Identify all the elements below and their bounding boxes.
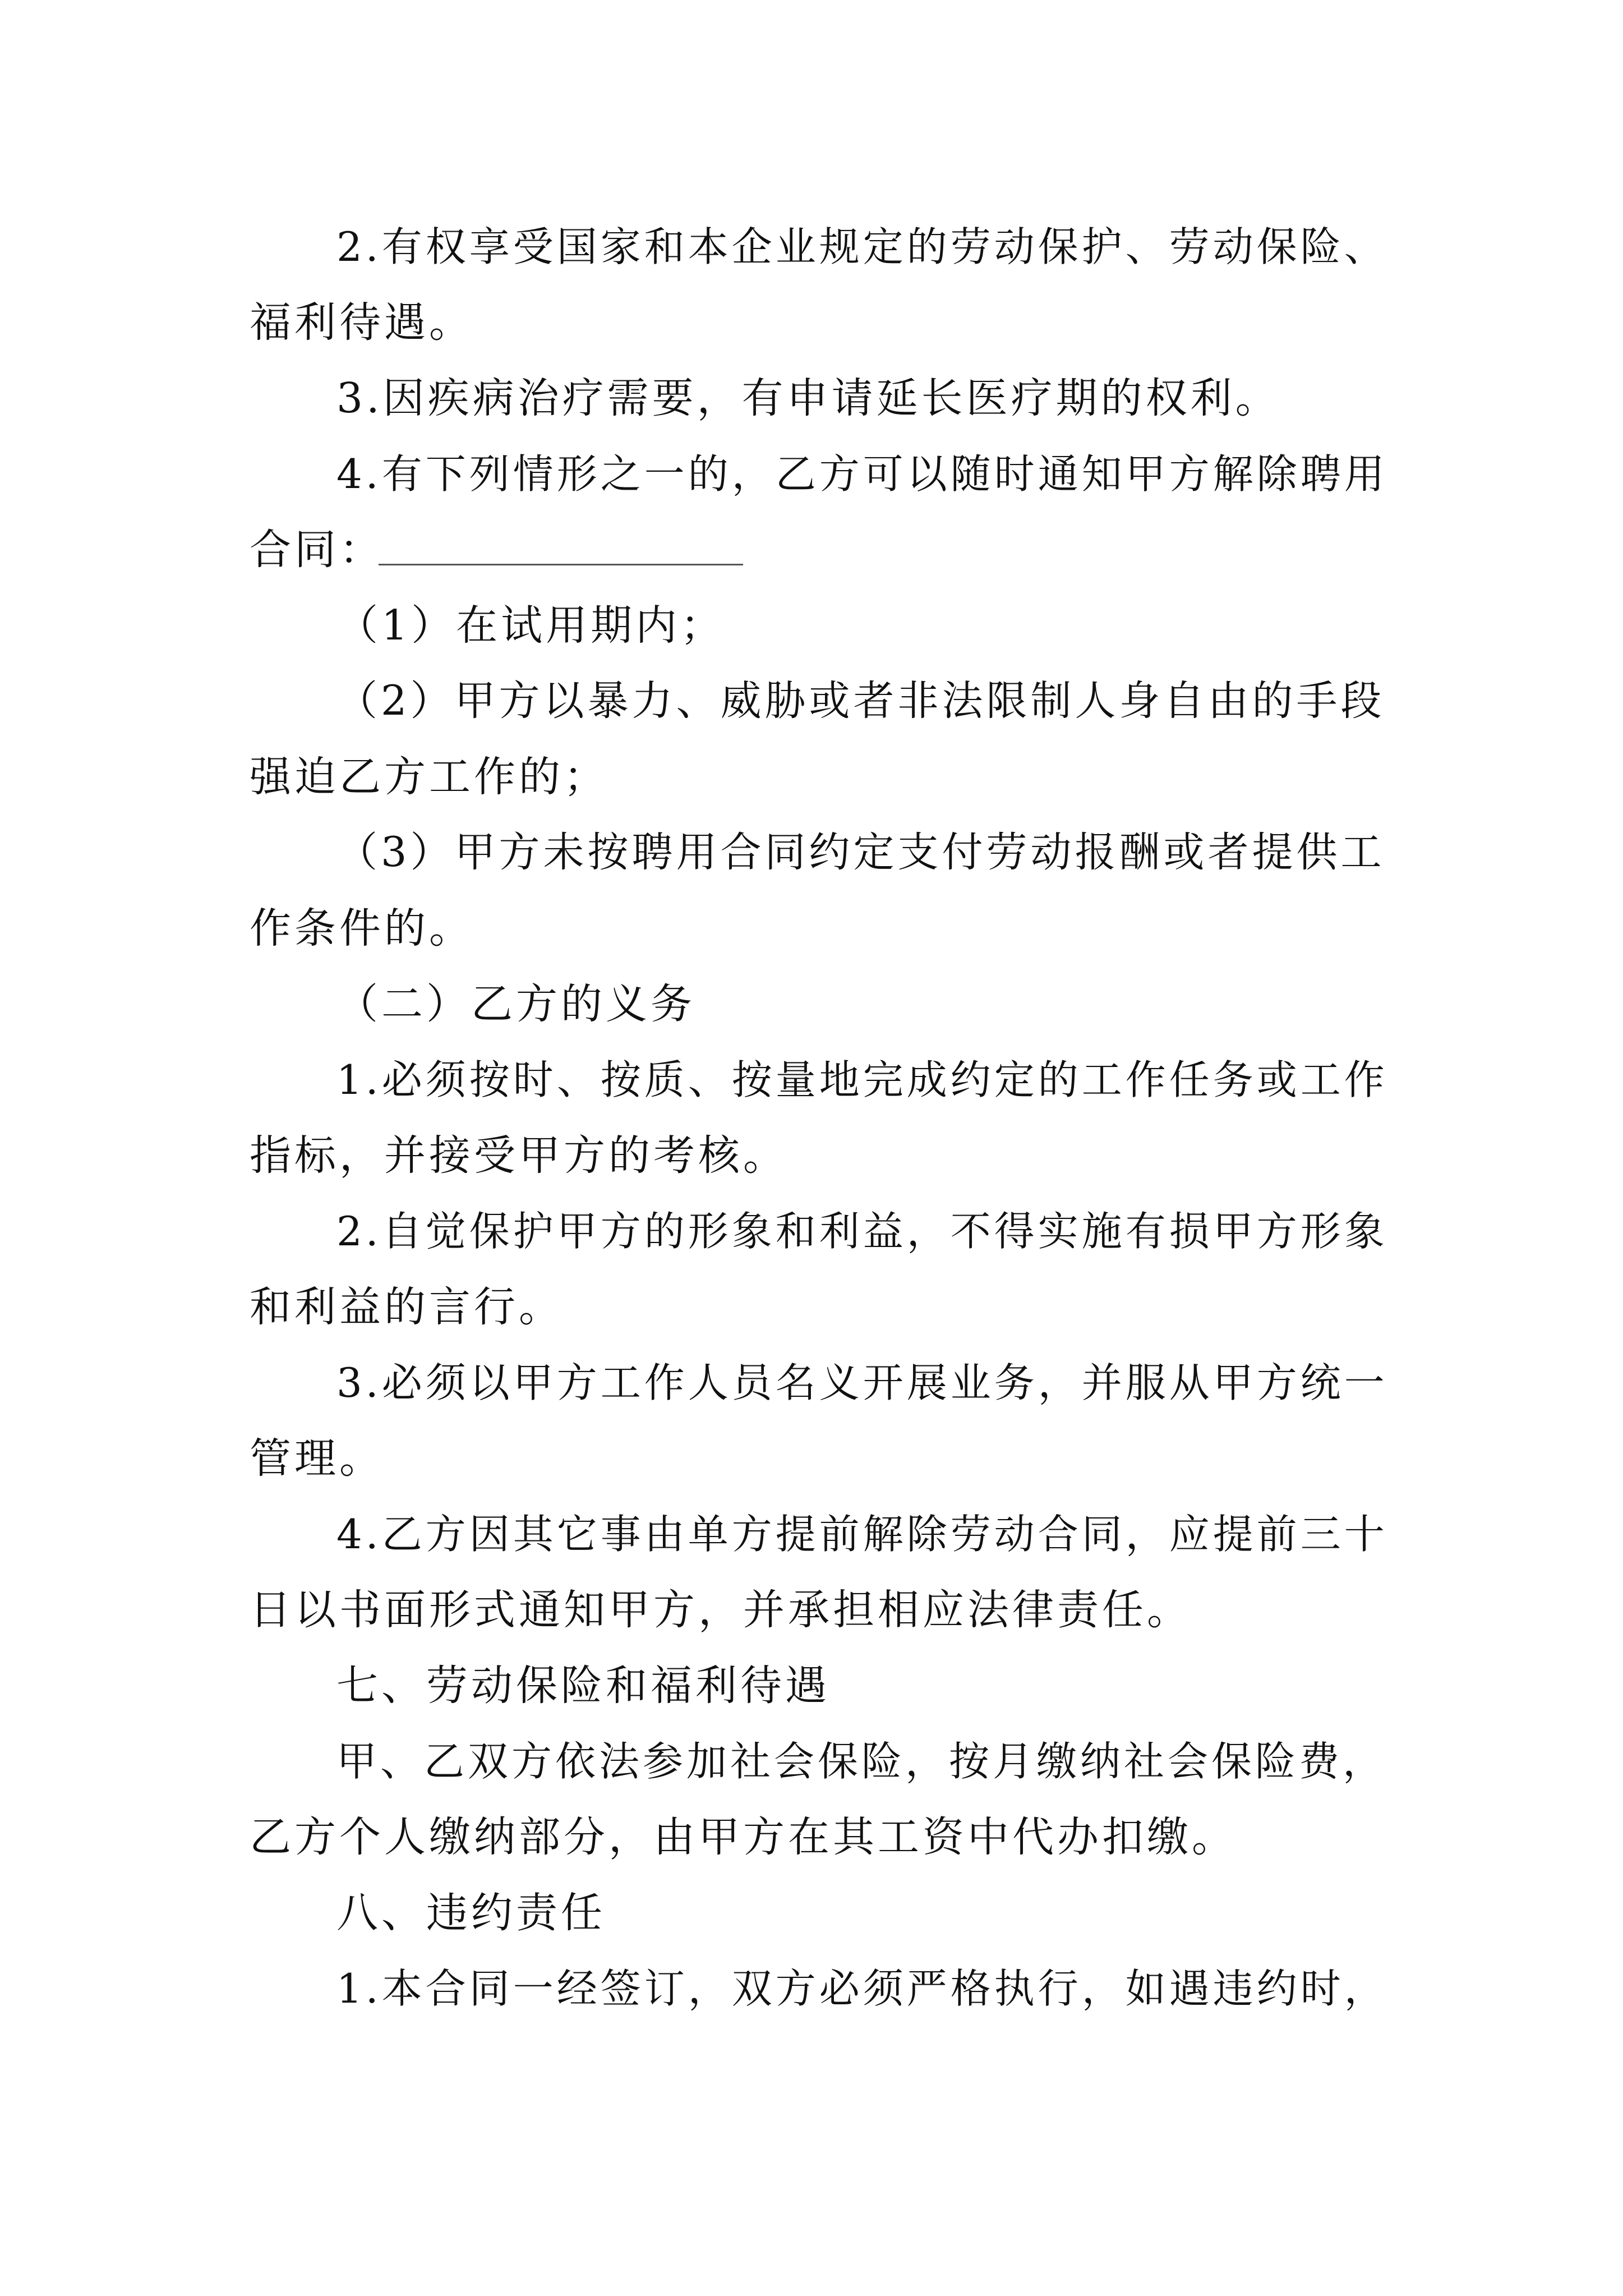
text-line: 1.本合同一经签订，双方必须严格执行，如遇违约时，: [336, 1965, 1388, 2012]
fill-in-blank-line: [379, 564, 743, 565]
text-line: 3.必须以甲方工作人员名义开展业务，并服从甲方统一: [336, 1359, 1388, 1406]
section-heading: 七、劳动保险和福利待遇: [336, 1662, 830, 1710]
text-line: 合同：: [250, 526, 384, 574]
text-line: 和利益的言行。: [250, 1283, 564, 1331]
text-line: 作条件的。: [250, 904, 474, 953]
section-heading: 八、违约责任: [336, 1889, 606, 1937]
text-line: 2.自觉保护甲方的形象和利益，不得实施有损甲方形象: [336, 1208, 1388, 1255]
text-line: 日以书面形式通知甲方，并承担相应法律责任。: [250, 1586, 1192, 1634]
text-line: 甲、乙双方依法参加社会保险，按月缴纳社会保险费，: [336, 1738, 1387, 1785]
text-line: 3.因疾病治疗需要，有申请延长医疗期的权利。: [336, 374, 1280, 422]
text-line: 乙方个人缴纳部分，由甲方在其工资中代办扣缴。: [250, 1813, 1237, 1861]
text-line: 1.必须按时、按质、按量地完成约定的工作任务或工作: [336, 1056, 1388, 1103]
text-line: 4.有下列情形之一的，乙方可以随时通知甲方解除聘用: [336, 450, 1388, 498]
text-line: 强迫乙方工作的；: [250, 753, 608, 801]
text-line: 管理。: [250, 1434, 384, 1483]
text-line: （2）甲方以暴力、威胁或者非法限制人身自由的手段: [336, 677, 1385, 725]
text-line: （二）乙方的义务: [336, 980, 695, 1028]
text-line: 指标，并接受甲方的考核。: [250, 1131, 788, 1180]
text-line: 2.有权享受国家和本企业规定的劳动保护、劳动保险、: [336, 223, 1388, 270]
text-line: （1）在试用期内；: [336, 601, 726, 650]
text-line: 4.乙方因其它事由单方提前解除劳动合同，应提前三十: [336, 1511, 1388, 1558]
text-line: 福利待遇。: [250, 298, 474, 347]
text-line: （3）甲方未按聘用合同约定支付劳动报酬或者提供工: [336, 829, 1385, 876]
